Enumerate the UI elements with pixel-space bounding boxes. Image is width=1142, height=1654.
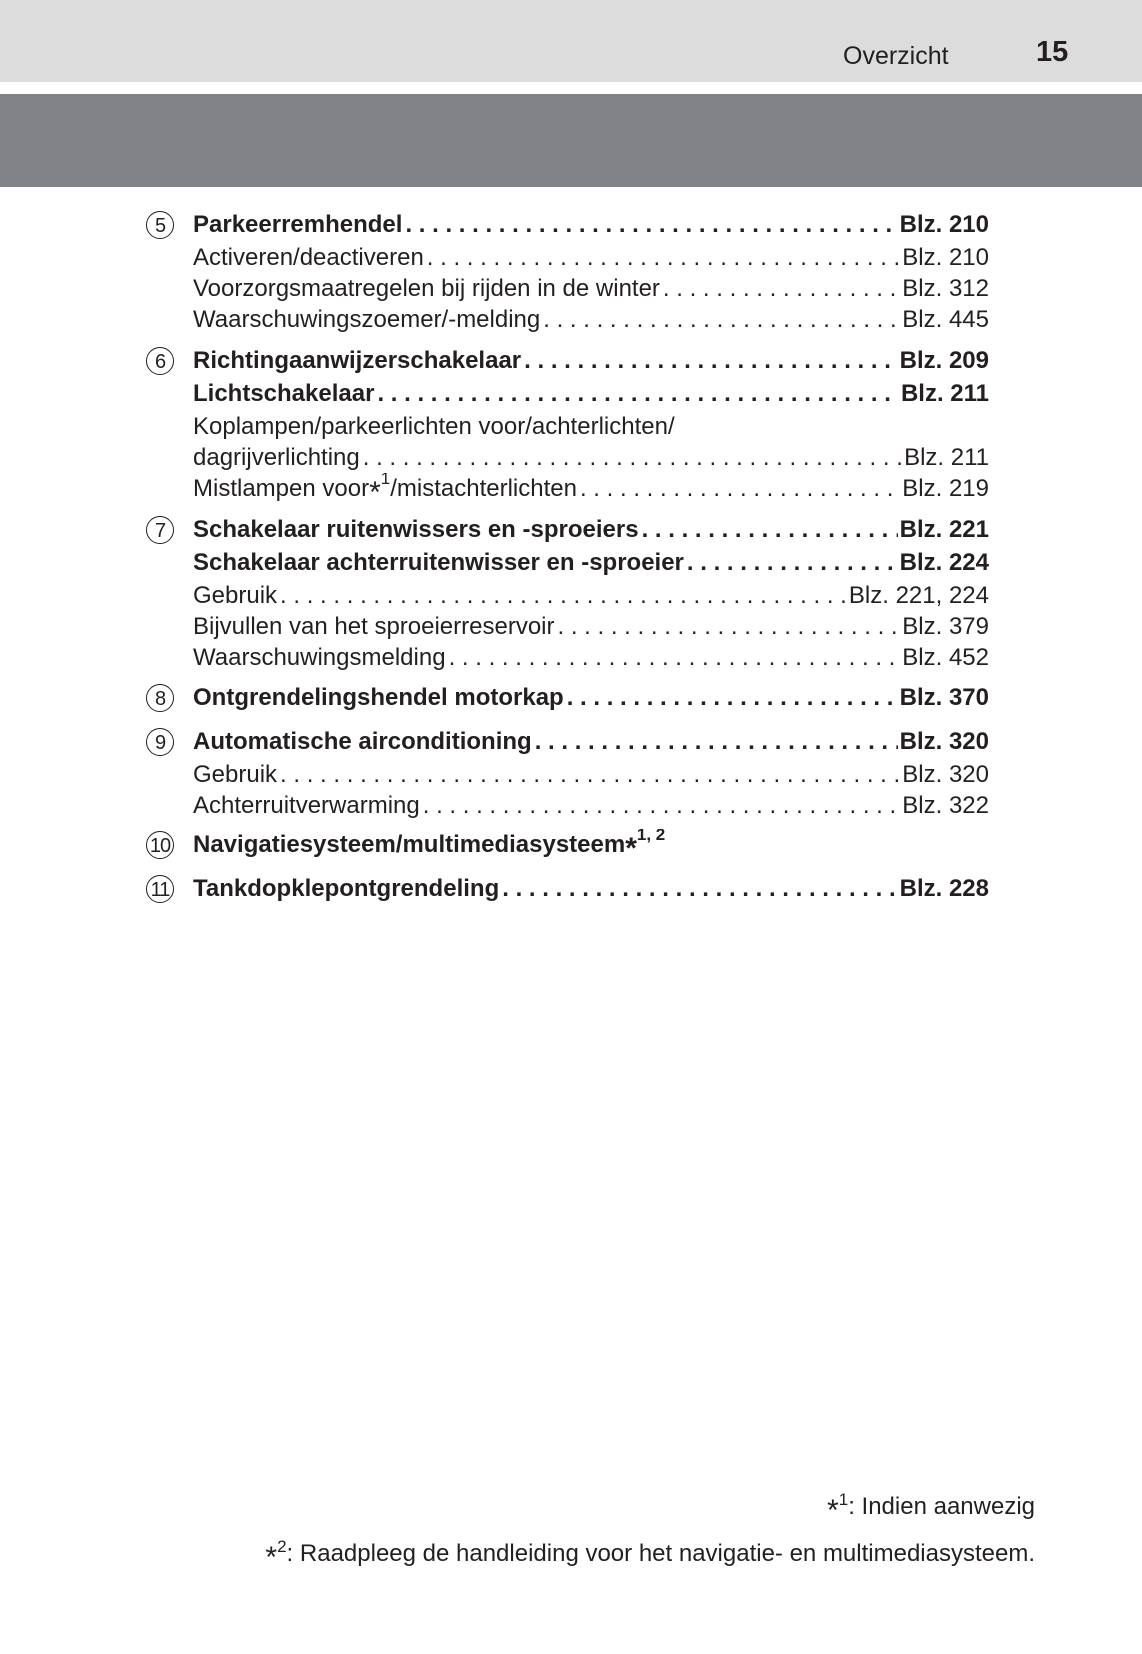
entry-label: Parkeerremhendel <box>193 211 403 238</box>
entry-label: Mistlampen voor*$^1$/mistachterlichten <box>193 473 577 505</box>
entry-subitem <box>193 304 989 336</box>
entry-label: Automatische airconditioning <box>193 728 532 755</box>
page-reference: Blz. 209 <box>899 347 989 374</box>
item-number-badge: 7 <box>146 516 174 544</box>
entry-subitem <box>193 790 989 822</box>
page-reference: Blz. 370 <box>899 684 989 711</box>
header-band <box>0 0 1142 82</box>
page-reference: Blz. 322 <box>902 792 989 819</box>
entry-label: Activeren/deactiveren <box>193 244 424 271</box>
item-number-badge: 5 <box>146 211 174 239</box>
entry-label: Richtingaanwijzerschakelaar <box>193 347 522 374</box>
dot-leader <box>277 759 900 791</box>
page-reference: Blz. 379 <box>902 613 989 640</box>
page-reference: Blz. 320 <box>902 761 989 788</box>
entry-label: Lichtschakelaar <box>193 380 375 407</box>
dot-leader <box>420 790 901 822</box>
page-reference: Blz. 221, 224 <box>848 582 989 609</box>
entry-label: Tankdopklepontgrendeling <box>193 875 500 902</box>
entry-label: Koplampen/parkeerlichten voor/achterlichten/ <box>193 413 675 440</box>
page-reference: Blz. 224 <box>899 549 989 576</box>
dot-leader <box>540 304 900 336</box>
entry-label: Ontgrendelingshendel motorkap <box>193 684 564 711</box>
dot-leader <box>684 547 898 579</box>
page-reference: Blz. 312 <box>902 275 989 302</box>
entry-label: Waarschuwingsmelding <box>193 644 446 671</box>
entry-subitem <box>193 442 989 474</box>
dot-leader <box>402 209 897 241</box>
entry-label: Gebruik <box>193 582 278 609</box>
entry-subitem <box>193 273 989 305</box>
dot-leader <box>660 273 900 305</box>
page-reference: Blz. 228 <box>899 875 989 902</box>
dot-leader <box>564 682 898 714</box>
page-reference: Blz. 452 <box>902 644 989 671</box>
item-number-badge: 8 <box>146 684 174 712</box>
footnote-reference: 1 <box>380 473 391 488</box>
page-reference: Blz. 210 <box>899 211 989 238</box>
footnote-2: *$^2$: Raadpleeg de handleiding voor het navigatie- en multimediasysteem. <box>265 1537 1035 1574</box>
entry-heading <box>193 873 989 905</box>
dot-leader <box>446 642 901 674</box>
entry-subitem <box>193 642 989 674</box>
entry-heading <box>193 547 989 579</box>
entry-heading <box>193 209 989 241</box>
dot-leader <box>424 242 900 274</box>
entry-heading <box>193 726 989 758</box>
dot-leader <box>360 442 902 474</box>
entry-label: Bijvullen van het sproeierreservoir <box>193 613 555 640</box>
page-reference: Blz. 210 <box>902 244 989 271</box>
page-reference: Blz. 219 <box>902 475 989 502</box>
item-number-badge: 11 <box>146 875 174 903</box>
dot-leader <box>577 473 900 505</box>
entry-label: Achterruitverwarming <box>193 792 420 819</box>
section-title: Overzicht <box>843 42 949 70</box>
footnote-asterisk: * <box>625 832 637 861</box>
entry-subitem <box>193 411 989 443</box>
page-reference: Blz. 211 <box>904 444 989 471</box>
page-reference: Blz. 320 <box>899 728 989 755</box>
footnote-1: *$^1$: Indien aanwezig <box>827 1490 1035 1527</box>
item-number-badge: 10 <box>146 831 174 859</box>
dot-leader <box>555 611 901 643</box>
entry-heading <box>193 345 989 377</box>
entry-label: Waarschuwingszoemer/-melding <box>193 306 541 333</box>
dot-leader <box>277 580 847 612</box>
page-reference: Blz. 221 <box>899 516 989 543</box>
entry-label: Schakelaar ruitenwissers en -sproeiers <box>193 516 639 543</box>
footnote-asterisk: * <box>369 476 381 505</box>
entry-subitem <box>193 759 989 791</box>
page-reference: Blz. 445 <box>902 306 989 333</box>
page-reference: Blz. 211 <box>900 380 989 407</box>
header-bar <box>0 94 1142 187</box>
entry-subitem <box>193 580 989 612</box>
entry-label: Voorzorgsmaatregelen bij rijden in de winter <box>193 275 660 302</box>
entry-subitem <box>193 611 989 643</box>
entry-label: dagrijverlichting <box>193 444 360 471</box>
footnote-reference: 1, 2 <box>636 829 666 844</box>
item-number-badge: 9 <box>146 728 174 756</box>
page-number: 15 <box>1036 36 1069 68</box>
entry-subitem <box>193 242 989 274</box>
item-number-badge: 6 <box>146 347 174 375</box>
entry-heading <box>193 378 989 410</box>
entry-heading <box>193 829 989 861</box>
entry-label: Navigatiesysteem/multimediasysteem*$^{1, 2}$ <box>193 829 665 861</box>
dot-leader <box>521 345 897 377</box>
entry-label: Gebruik <box>193 761 278 788</box>
dot-leader <box>532 726 898 758</box>
entry-heading <box>193 682 989 714</box>
dot-leader <box>639 514 898 546</box>
entry-label: Schakelaar achterruitenwisser en -sproeier <box>193 549 684 576</box>
footnotes <box>265 1480 1035 1574</box>
entry-subitem <box>193 473 989 505</box>
dot-leader <box>499 873 897 905</box>
dot-leader <box>374 378 899 410</box>
entry-heading <box>193 514 989 546</box>
